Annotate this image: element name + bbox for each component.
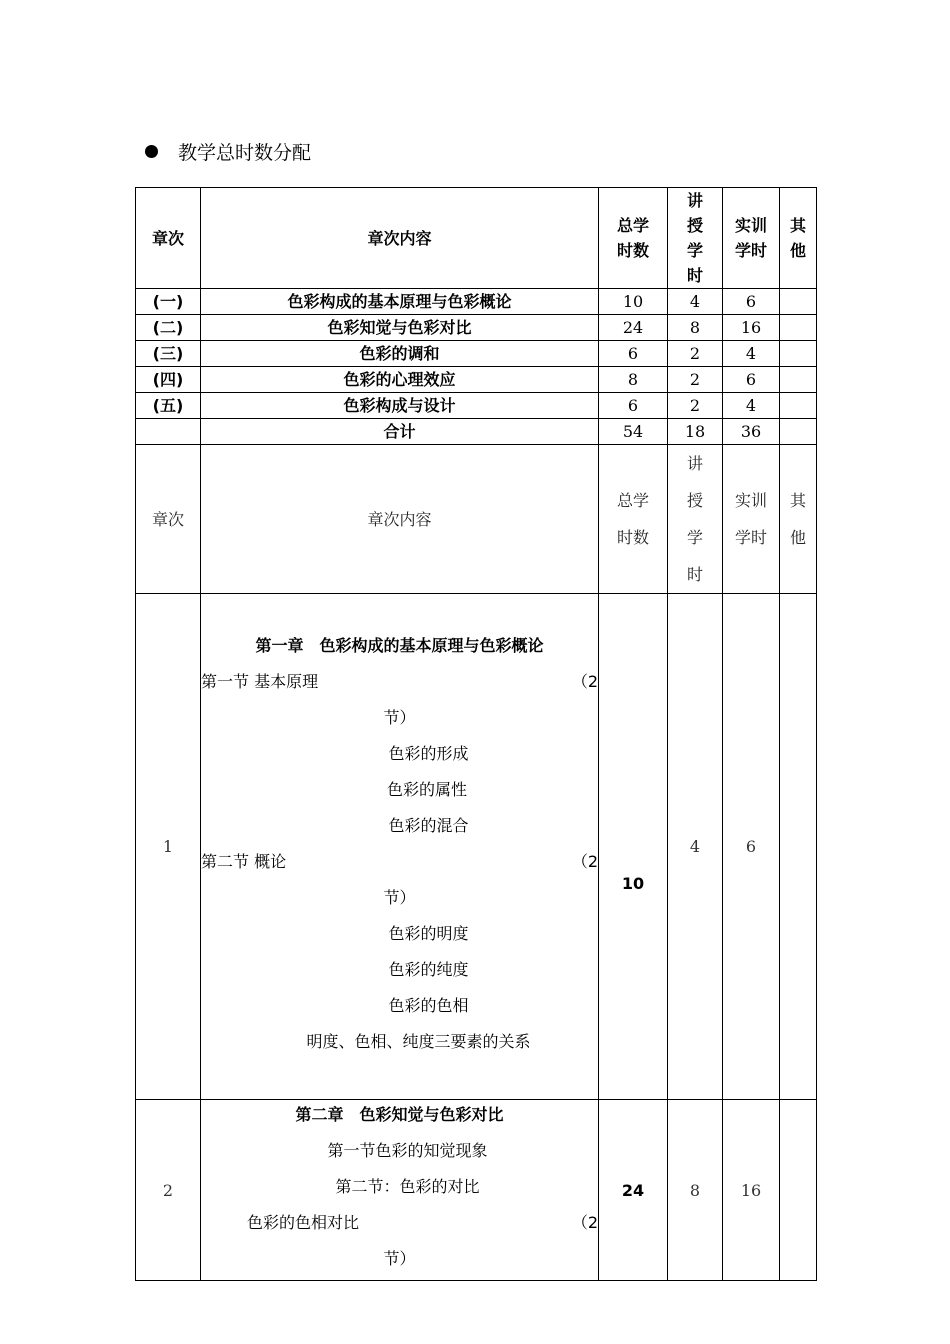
- topic-line: 色彩的形成: [388, 743, 469, 763]
- hours-table: [135, 187, 817, 1281]
- section-line: 第一节色彩的知觉现象: [327, 1141, 488, 1160]
- chapter-total-hours: 24: [599, 1100, 668, 1281]
- topic-line: 色彩的明度: [388, 923, 469, 943]
- detail-header-lecture-hours: 讲授学时: [668, 445, 723, 594]
- row-other: [780, 315, 817, 341]
- row-other: [780, 341, 817, 367]
- summary-total-row: [136, 419, 817, 445]
- header-total-hours: 总学时数: [599, 188, 668, 289]
- topic-line: 色彩的混合: [388, 815, 469, 835]
- section-line: 节）: [383, 707, 416, 727]
- chapter-other-hours: [780, 1100, 817, 1281]
- topic-line: 色彩的色相: [388, 995, 469, 1015]
- detail-header-other: 其他: [780, 445, 817, 594]
- chapter-row: [136, 1100, 817, 1281]
- topic-line: 色彩的纯度: [388, 959, 469, 979]
- topic-line: 色彩的属性: [386, 779, 467, 799]
- chapter-lecture-hours: 4: [668, 594, 723, 1100]
- section-line: 节）: [383, 887, 416, 907]
- section-line: 第二节 概论 （2: [201, 851, 598, 871]
- total-practice: 36: [723, 419, 780, 445]
- row-total: 6: [599, 341, 668, 367]
- row-chapter-no: (二): [136, 315, 201, 341]
- topic-line: 节）: [383, 1249, 416, 1268]
- row-practice: 6: [723, 367, 780, 393]
- row-total: 24: [599, 315, 668, 341]
- chapter-total-hours: 10: [599, 594, 668, 1100]
- total-other: [780, 419, 817, 445]
- row-lecture: 4: [668, 289, 723, 315]
- summary-row: [136, 289, 817, 315]
- section-line: 第二节：色彩的对比: [335, 1177, 480, 1196]
- summary-row: [136, 393, 817, 419]
- chapter-other-hours: [780, 594, 817, 1100]
- row-lecture: 8: [668, 315, 723, 341]
- total-hours: 54: [599, 419, 668, 445]
- header-lecture-hours: 讲授学时: [668, 188, 723, 289]
- row-total: 10: [599, 289, 668, 315]
- row-lecture: 2: [668, 367, 723, 393]
- summary-row: [136, 315, 817, 341]
- summary-header-row: [136, 188, 817, 289]
- detail-header-content: 章次内容: [201, 445, 599, 594]
- chapter-title: 第一章 色彩构成的基本原理与色彩概论: [255, 635, 544, 655]
- row-chapter-no: (四): [136, 367, 201, 393]
- header-chapter: 章次: [136, 188, 201, 289]
- detail-header-row: [136, 445, 817, 594]
- row-practice: 6: [723, 289, 780, 315]
- chapter-title: 第二章 色彩知觉与色彩对比: [295, 1105, 504, 1124]
- chapter-details: [201, 1100, 599, 1281]
- total-label: 合计: [201, 419, 599, 445]
- detail-header-chapter: 章次: [136, 445, 201, 594]
- chapter-number: 2: [136, 1100, 201, 1281]
- heading-text: 教学总时数分配: [178, 141, 312, 164]
- row-chapter-no: (三): [136, 341, 201, 367]
- row-total: 8: [599, 367, 668, 393]
- bullet-icon: [145, 145, 158, 158]
- total-chapter-no: [136, 419, 201, 445]
- row-content: 色彩知觉与色彩对比: [201, 315, 599, 341]
- summary-row: [136, 341, 817, 367]
- chapter-lecture-hours: 8: [668, 1100, 723, 1281]
- topic-line: 明度、色相、纯度三要素的关系: [306, 1031, 531, 1051]
- header-content: 章次内容: [201, 188, 599, 289]
- row-content: 色彩的心理效应: [201, 367, 599, 393]
- row-chapter-no: (一): [136, 289, 201, 315]
- chapter-details: [201, 594, 599, 1100]
- detail-header-practice-hours: 实训学时: [723, 445, 780, 594]
- chapter-practice-hours: 6: [723, 594, 780, 1100]
- row-practice: 4: [723, 393, 780, 419]
- row-total: 6: [599, 393, 668, 419]
- header-other: 其他: [780, 188, 817, 289]
- row-content: 色彩构成与设计: [201, 393, 599, 419]
- total-lecture: 18: [668, 419, 723, 445]
- row-lecture: 2: [668, 393, 723, 419]
- row-practice: 16: [723, 315, 780, 341]
- chapter-practice-hours: 16: [723, 1100, 780, 1281]
- section-line: 第一节 基本原理 （2: [201, 671, 598, 691]
- row-other: [780, 289, 817, 315]
- summary-row: [136, 367, 817, 393]
- detail-header-total-hours: 总学时数: [599, 445, 668, 594]
- row-other: [780, 367, 817, 393]
- row-chapter-no: (五): [136, 393, 201, 419]
- row-content: 色彩的调和: [201, 341, 599, 367]
- header-practice-hours: 实训学时: [723, 188, 780, 289]
- topic-line: 色彩的色相对比 （2: [247, 1213, 598, 1232]
- chapter-row: [136, 594, 817, 1100]
- chapter-number: 1: [136, 594, 201, 1100]
- row-practice: 4: [723, 341, 780, 367]
- section-heading: [145, 136, 311, 166]
- row-lecture: 2: [668, 341, 723, 367]
- row-other: [780, 393, 817, 419]
- row-content: 色彩构成的基本原理与色彩概论: [201, 289, 599, 315]
